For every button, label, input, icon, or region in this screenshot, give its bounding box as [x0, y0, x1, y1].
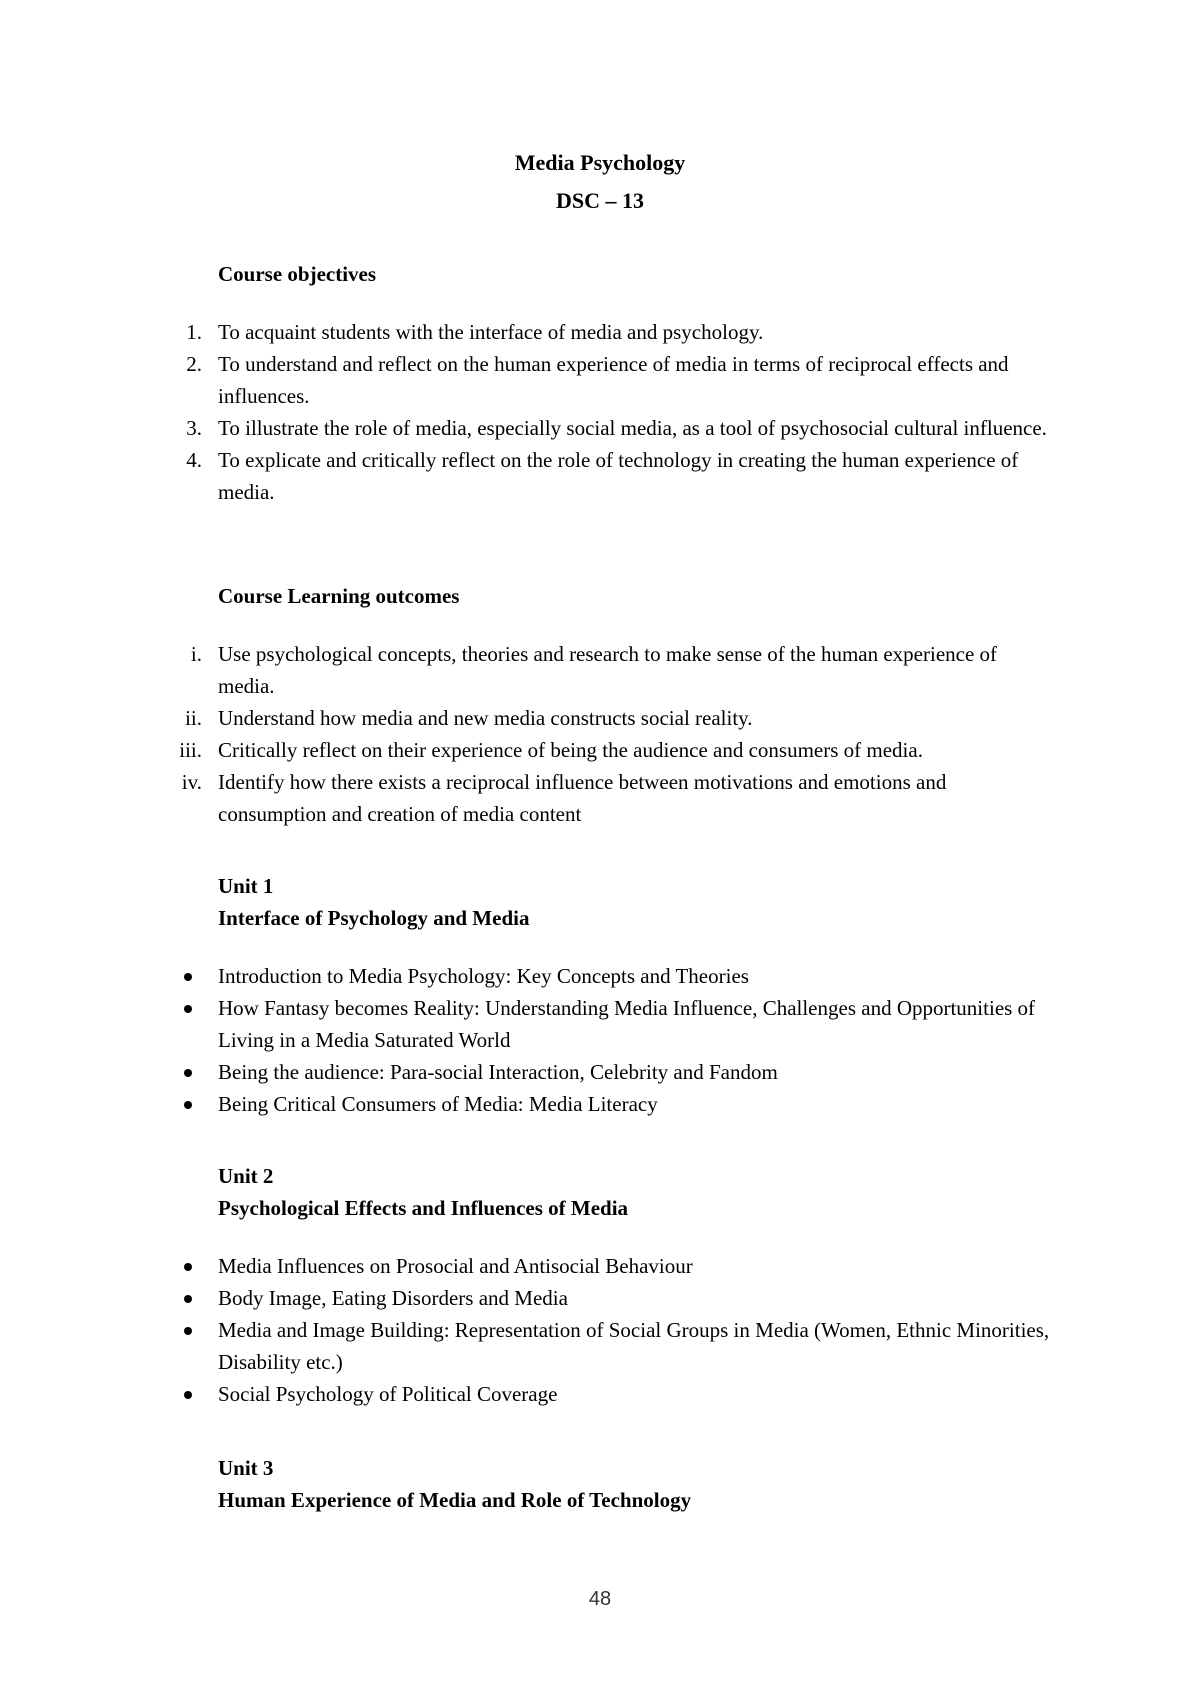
list-item-text: Use psychological concepts, theories and research to make sense of the human experience of media. — [218, 642, 998, 698]
list-item-text: To understand and reflect on the human experience of media in terms of reciprocal effects and influences. — [218, 352, 1009, 408]
unit-3-section — [218, 1452, 1058, 1516]
list-item-text: Media and Image Building: Representation of Social Groups in Media (Women, Ethnic Minorities, Disability etc.) — [218, 1318, 1050, 1374]
list-item-text: Body Image, Eating Disorders and Media — [218, 1286, 568, 1310]
list-number: i. — [190, 642, 202, 666]
list-number: 4. — [186, 448, 202, 472]
objectives-heading: Course objectives — [218, 262, 377, 286]
list-item-text: Understand how media and new media constructs social reality. — [218, 706, 753, 730]
unit-1-list — [218, 960, 1058, 1120]
list-item-text: How Fantasy becomes Reality: Understanding Media Influence, Challenges and Opportunities of Living in a Media Saturated World — [218, 996, 1036, 1052]
outcomes-list — [179, 638, 1058, 830]
bullet-icon — [184, 1263, 192, 1271]
outcomes-heading: Course Learning outcomes — [218, 584, 460, 608]
list-item-text: Social Psychology of Political Coverage — [218, 1382, 558, 1406]
objectives-section — [186, 258, 1058, 508]
list-number: iii. — [179, 738, 202, 762]
list-item-text: Being Critical Consumers of Media: Media Literacy — [218, 1092, 658, 1116]
list-item-text: Critically reflect on their experience of being the audience and consumers of media. — [218, 738, 923, 762]
list-item-text: Identify how there exists a reciprocal influence between motivations and emotions and consumption and creation of media content — [218, 770, 947, 826]
list-number: 3. — [186, 416, 202, 440]
list-item — [218, 1282, 1058, 1314]
list-item — [185, 702, 1058, 734]
bullet-icon — [184, 1069, 192, 1077]
list-item — [218, 992, 1058, 1056]
unit-2-list — [218, 1250, 1058, 1410]
unit-title: Human Experience of Media and Role of Technology — [218, 1488, 692, 1512]
list-item — [186, 316, 1058, 348]
bullet-icon — [184, 1391, 192, 1399]
list-item — [218, 1250, 1058, 1282]
unit-label: Unit 1 — [218, 874, 274, 898]
list-item-text: Introduction to Media Psychology: Key Concepts and Theories — [218, 964, 749, 988]
course-code: DSC – 13 — [555, 188, 644, 213]
list-item-text: To explicate and critically reflect on the role of technology in creating the human experience of media. — [218, 448, 1019, 504]
bullet-icon — [184, 1295, 192, 1303]
list-item — [186, 348, 1058, 412]
list-item — [186, 444, 1058, 508]
unit-label: Unit 2 — [218, 1164, 274, 1188]
list-number: ii. — [185, 706, 202, 730]
list-number: iv. — [181, 770, 202, 794]
bullet-icon — [184, 973, 192, 981]
page-number: 48 — [588, 1588, 612, 1610]
list-item — [218, 1088, 1058, 1120]
list-item-text: Media Influences on Prosocial and Antisocial Behaviour — [218, 1254, 693, 1278]
unit-label: Unit 3 — [218, 1456, 274, 1480]
unit-2-section — [218, 1160, 1058, 1410]
list-item — [190, 638, 1058, 702]
list-item — [218, 1314, 1058, 1378]
list-item — [179, 734, 1058, 766]
unit-1-section — [218, 870, 1058, 1120]
list-item — [218, 1378, 1058, 1410]
list-number: 1. — [186, 320, 202, 344]
bullet-icon — [184, 1005, 192, 1013]
bullet-icon — [184, 1101, 192, 1109]
list-item-text: Being the audience: Para-social Interaction, Celebrity and Fandom — [218, 1060, 778, 1084]
page-title: Media Psychology — [514, 150, 686, 175]
list-item — [218, 1056, 1058, 1088]
list-item — [218, 960, 1058, 992]
list-item-text: To illustrate the role of media, especially social media, as a tool of psychosocial cultural influence. — [218, 416, 1047, 440]
list-item — [181, 766, 1058, 830]
list-number: 2. — [186, 352, 202, 376]
objectives-list — [186, 316, 1058, 508]
bullet-icon — [184, 1327, 192, 1335]
unit-title: Interface of Psychology and Media — [218, 906, 530, 930]
list-item-text: To acquaint students with the interface of media and psychology. — [218, 320, 764, 344]
unit-title: Psychological Effects and Influences of Media — [218, 1196, 629, 1220]
list-item — [186, 412, 1058, 444]
outcomes-section — [179, 580, 1058, 830]
